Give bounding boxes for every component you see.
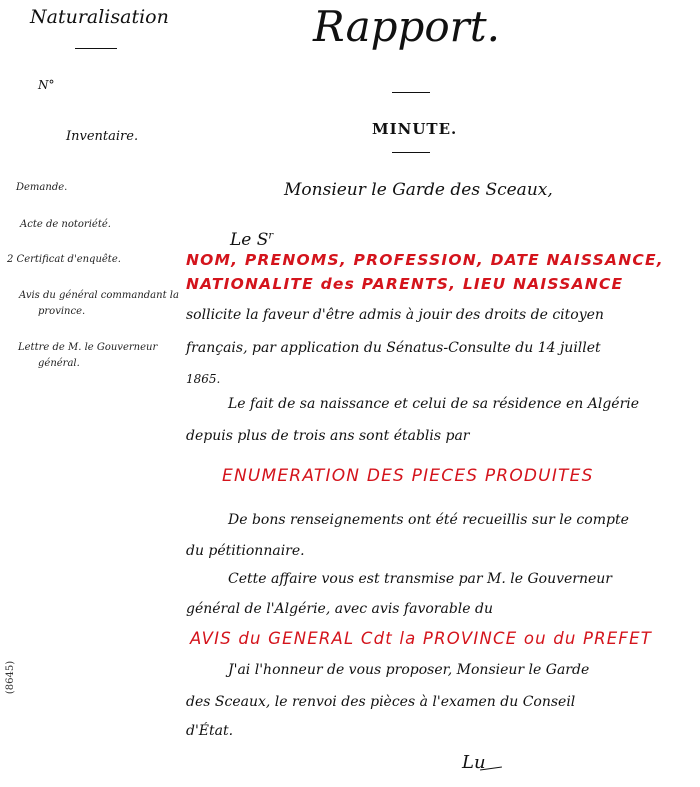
closing-mark: Lu <box>462 752 486 773</box>
fill-in-avis: AVIS du GENERAL Cdt la PROVINCE ou du PREFET <box>190 629 653 648</box>
margin-item-certificat: 2 Certificat d'enquête. <box>7 254 121 265</box>
paragraph-2-line-2: depuis plus de trois ans sont établis par <box>186 428 470 444</box>
le-sieur <box>230 230 273 250</box>
fill-in-pieces: ENUMERATION DES PIECES PRODUITES <box>222 466 594 486</box>
margin-item-avis-2: province. <box>38 306 86 317</box>
paragraph-3-line-2: du pétitionnaire. <box>186 543 305 559</box>
paragraph-1-line-2: français, par application du Sénatus-Consulte du 14 juillet <box>186 340 601 356</box>
paragraph-1-line-1: sollicite la faveur d'être admis à jouir des droits de citoyen <box>186 307 604 323</box>
paragraph-5-line-1: J'ai l'honneur de vous proposer, Monsieur le Garde <box>228 662 590 678</box>
salutation: Monsieur le Garde des Sceaux, <box>284 180 553 200</box>
margin-item-avis: Avis du général commandant la <box>19 290 179 301</box>
margin-item-lettre: Lettre de M. le Gouverneur <box>18 342 158 353</box>
le-sieur-sup: r <box>268 230 274 242</box>
le-sieur-text: Le S <box>230 230 269 250</box>
number-label: N° <box>38 78 55 92</box>
category-rule <box>75 48 117 49</box>
fill-in-name-line-1: NOM, PRENOMS, PROFESSION, DATE NAISSANCE, <box>186 251 664 269</box>
paragraph-5-line-3: d'État. <box>186 723 234 739</box>
print-code: (8645) <box>5 660 17 695</box>
category-heading: Naturalisation <box>30 6 169 28</box>
paragraph-4-line-2: général de l'Algérie, avec avis favorable du <box>186 601 493 617</box>
title-rule <box>392 92 430 93</box>
margin-item-acte: Acte de notoriété. <box>20 219 111 230</box>
minute-rule <box>392 152 430 153</box>
margin-item-lettre-2: général. <box>38 358 80 369</box>
inventory-heading: Inventaire. <box>66 129 139 144</box>
paragraph-4-line-1: Cette affaire vous est transmise par M. le Gouverneur <box>228 571 613 587</box>
paragraph-5-line-2: des Sceaux, le renvoi des pièces à l'examen du Conseil <box>186 694 576 710</box>
margin-item-demande: Demande. <box>16 182 68 193</box>
paragraph-1-line-3: 1865. <box>186 372 221 386</box>
page-title: Rapport. <box>313 2 500 51</box>
paragraph-2-line-1: Le fait de sa naissance et celui de sa résidence en Algérie <box>228 396 640 412</box>
paragraph-3-line-1: De bons renseignements ont été recueillis sur le compte <box>228 512 629 528</box>
fill-in-name-line-2: NATIONALITE des PARENTS, LIEU NAISSANCE <box>186 275 624 293</box>
minute-heading: MINUTE. <box>372 120 458 138</box>
